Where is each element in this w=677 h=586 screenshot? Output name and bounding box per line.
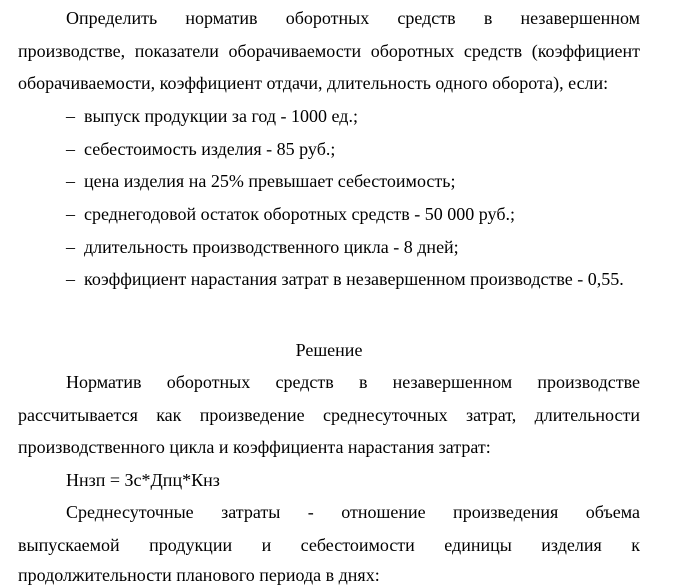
condition-text: коэффициент нарастания затрат в незавершенном производстве - 0,55. [84, 269, 624, 289]
condition-text: среднегодовой остаток оборотных средств - 50 000 руб.; [84, 204, 515, 224]
dash-marker: – [66, 269, 75, 289]
condition-item [66, 138, 640, 160]
condition-text: выпуск продукции за год - 1000 ед.; [84, 106, 358, 126]
solution-p2-line-3: продолжительности планового периода в днях: [18, 565, 380, 585]
solution-p2-line-1: Среднесуточные затраты - отношение произведения объема [66, 502, 640, 522]
formula: Ннзп = Зс*Дпц*Кнз [66, 470, 220, 490]
condition-item [66, 170, 640, 192]
solution-p2-line-2: выпускаемой продукции и себестоимости единицы изделия к [18, 535, 640, 555]
condition-item [66, 236, 640, 258]
dash-marker: – [66, 204, 75, 224]
condition-item [66, 105, 640, 127]
condition-item [66, 203, 640, 225]
problem-line-3: оборачиваемости, коэффициент отдачи, длительность одного оборота), если: [18, 73, 609, 93]
solution-p1-line-3: производственного цикла и коэффициента нарастания затрат: [18, 437, 491, 457]
problem-line-1: Определить норматив оборотных средств в незавершенном [66, 8, 640, 28]
dash-marker: – [66, 171, 75, 191]
condition-item [66, 268, 640, 290]
condition-text: себестоимость изделия - 85 руб.; [84, 139, 336, 159]
dash-marker: – [66, 106, 75, 126]
dash-marker: – [66, 139, 75, 159]
solution-p1-line-1: Норматив оборотных средств в незавершенном производстве [66, 372, 640, 392]
problem-line-2: производстве, показатели оборачиваемости оборотных средств (коэффициент [18, 41, 640, 61]
solution-heading: Решение [295, 340, 363, 360]
condition-text: цена изделия на 25% превышает себестоимость; [84, 171, 456, 191]
dash-marker: – [66, 237, 75, 257]
condition-text: длительность производственного цикла - 8 дней; [84, 237, 459, 257]
solution-p1-line-2: рассчитывается как произведение среднесуточных затрат, длительности [18, 405, 640, 425]
